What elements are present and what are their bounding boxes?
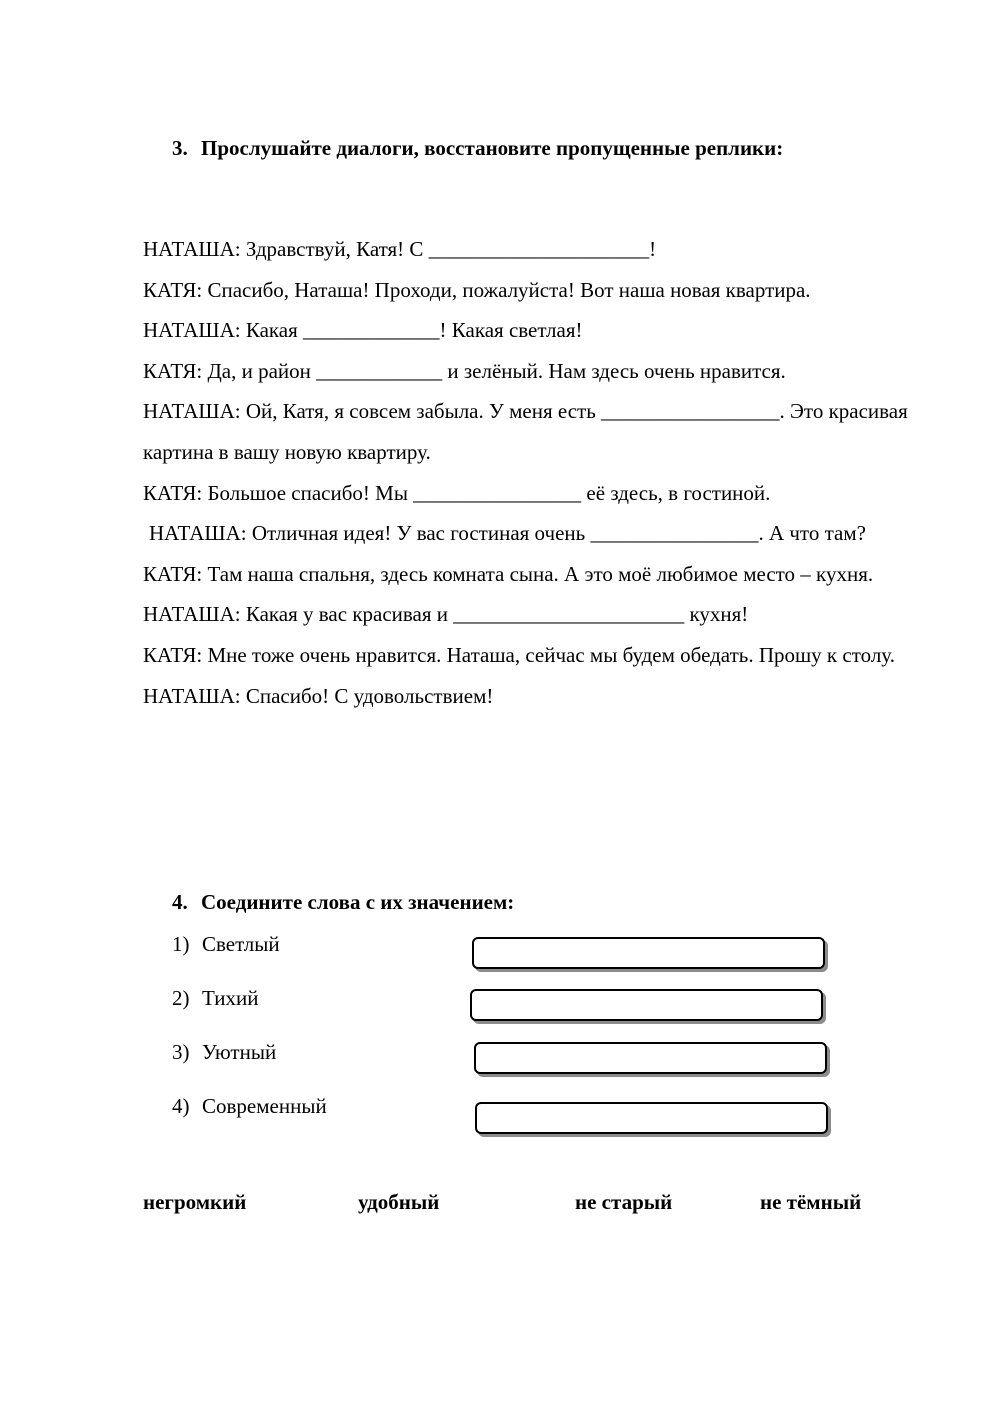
task3-heading [172, 136, 783, 160]
task3-number: 3. [172, 136, 188, 160]
answer-box-3[interactable] [474, 1042, 827, 1074]
dialogue-line: НАТАША: Отличная идея! У вас гостиная очень ________________. А что там? [149, 521, 866, 546]
match-item-2 [172, 986, 259, 1010]
dialogue-line: НАТАША: Здравствуй, Катя! С _____________________! [143, 237, 657, 261]
dialogue-line: НАТАША: Какая _____________! Какая светлая! [143, 318, 583, 343]
dialogue-line: КАТЯ: Да, и район ____________ и зелёный. Нам здесь очень нравится. [143, 358, 786, 383]
task4-number: 4. [172, 890, 188, 914]
task4-title: Соедините слова с их значением: [201, 890, 515, 914]
dialogue-line: НАТАША: Ой, Катя, я совсем забыла. У меня есть _________________. Это красивая картина в вашу новую квартиру. [143, 399, 908, 464]
match-item-number: 1) [172, 932, 190, 956]
match-item-number: 3) [172, 1040, 190, 1064]
dialogue-line: НАТАША: Какая у вас красивая и ______________________ кухня! [143, 602, 749, 627]
match-item-word: Тихий [202, 986, 259, 1010]
word-bank-item-udobnyy[interactable]: удобный [358, 1190, 440, 1214]
match-item-word: Уютный [202, 1040, 277, 1064]
match-item-number: 4) [172, 1094, 190, 1118]
word-bank-item-ne-temnyy[interactable]: не тёмный [760, 1190, 862, 1214]
answer-box-1[interactable] [472, 937, 825, 969]
word-bank-item-ne-staryy[interactable]: не старый [575, 1190, 673, 1214]
match-item-1 [172, 932, 280, 956]
match-item-4 [172, 1094, 327, 1118]
dialogue-text [143, 229, 933, 716]
match-item-number: 2) [172, 986, 190, 1010]
dialogue-line: НАТАША: Спасибо! С удовольствием! [143, 683, 494, 708]
task4-heading [172, 890, 514, 914]
dialogue-line: КАТЯ: Там наша спальня, здесь комната сына. А это моё любимое место – кухня. [143, 561, 874, 586]
match-item-word: Современный [202, 1094, 327, 1118]
word-bank-item-negromkiy[interactable]: негромкий [143, 1190, 247, 1214]
task3-title: Прослушайте диалоги, восстановите пропущенные реплики: [201, 136, 784, 160]
dialogue-line: КАТЯ: Большое спасибо! Мы ________________ её здесь, в гостиной. [143, 480, 771, 505]
dialogue-line: КАТЯ: Мне тоже очень нравится. Наташа, сейчас мы будем обедать. Прошу к столу. [143, 642, 895, 667]
answer-box-2[interactable] [470, 989, 823, 1021]
match-item-3 [172, 1040, 276, 1064]
match-item-word: Светлый [202, 932, 280, 956]
dialogue-line: КАТЯ: Спасибо, Наташа! Проходи, пожалуйста! Вот наша новая квартира. [143, 277, 811, 302]
answer-box-4[interactable] [475, 1102, 828, 1134]
